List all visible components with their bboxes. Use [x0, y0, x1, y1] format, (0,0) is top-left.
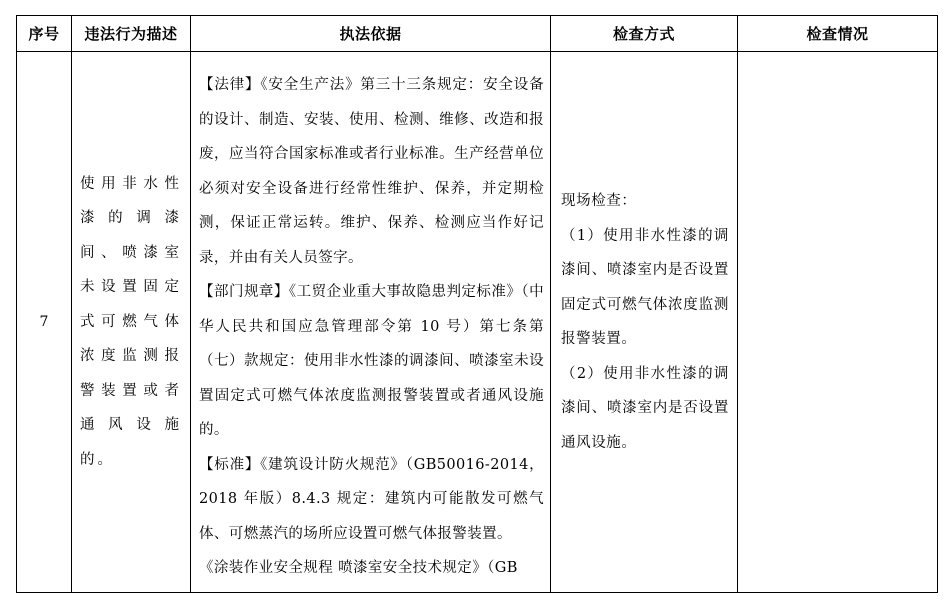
- header-desc: 违法行为描述: [72, 16, 191, 52]
- method-intro: 现场检查：: [561, 193, 637, 209]
- header-num: 序号: [17, 16, 72, 52]
- violation-description: 使用非水性漆的调漆间、喷漆室未设置固定式可燃气体浓度监测报警装置或者通风设施的。: [80, 175, 182, 468]
- header-basis: 执法依据: [191, 16, 551, 52]
- table-row: [17, 52, 938, 593]
- row-method-cell: [551, 52, 738, 593]
- inspection-table: [16, 15, 938, 593]
- header-row: [17, 16, 938, 52]
- method-item-2: （2）使用非水性漆的调漆间、喷漆室内是否设置通风设施。: [561, 365, 729, 451]
- basis-regulation: 【部门规章】《工贸企业重大事故隐患判定标准》（中华人民共和国应急管理部令第 10 号）第七条第（七）款规定：使用非水性漆的调漆间、喷漆室未设置固定式可燃气体浓度监测报警装置或者通风设施的。: [199, 284, 544, 439]
- row-basis-cell: [191, 52, 551, 593]
- basis-standard: 【标准】《建筑设计防火规范》（GB50016-2014，2018 年版）8.4.3 规定：建筑内可能散发可燃气体、可燃蒸汽的场所应设置可燃气体报警装置。: [199, 456, 544, 542]
- basis-law: 【法律】《安全生产法》第三十三条规定：安全设备的设计、制造、安装、使用、检测、维修、改造和报废，应当符合国家标准或者行业标准。生产经营单位必须对安全设备进行经常性维护、保养，并定期检测，保证正常运转。维护、保养、检测应当作好记录，并由有关人员签字。: [199, 77, 544, 266]
- row-desc-cell: [72, 52, 191, 593]
- method-item-1: （1）使用非水性漆的调漆间、喷漆室内是否设置固定式可燃气体浓度监测报警装置。: [561, 227, 729, 347]
- header-method: 检查方式: [551, 16, 738, 52]
- row-status[interactable]: [738, 52, 938, 593]
- row-num: 7: [17, 52, 72, 593]
- header-status: 检查情况: [738, 16, 938, 52]
- basis-standard-continued: 《涂装作业安全规程 喷漆室安全技术规定》（GB: [199, 560, 518, 577]
